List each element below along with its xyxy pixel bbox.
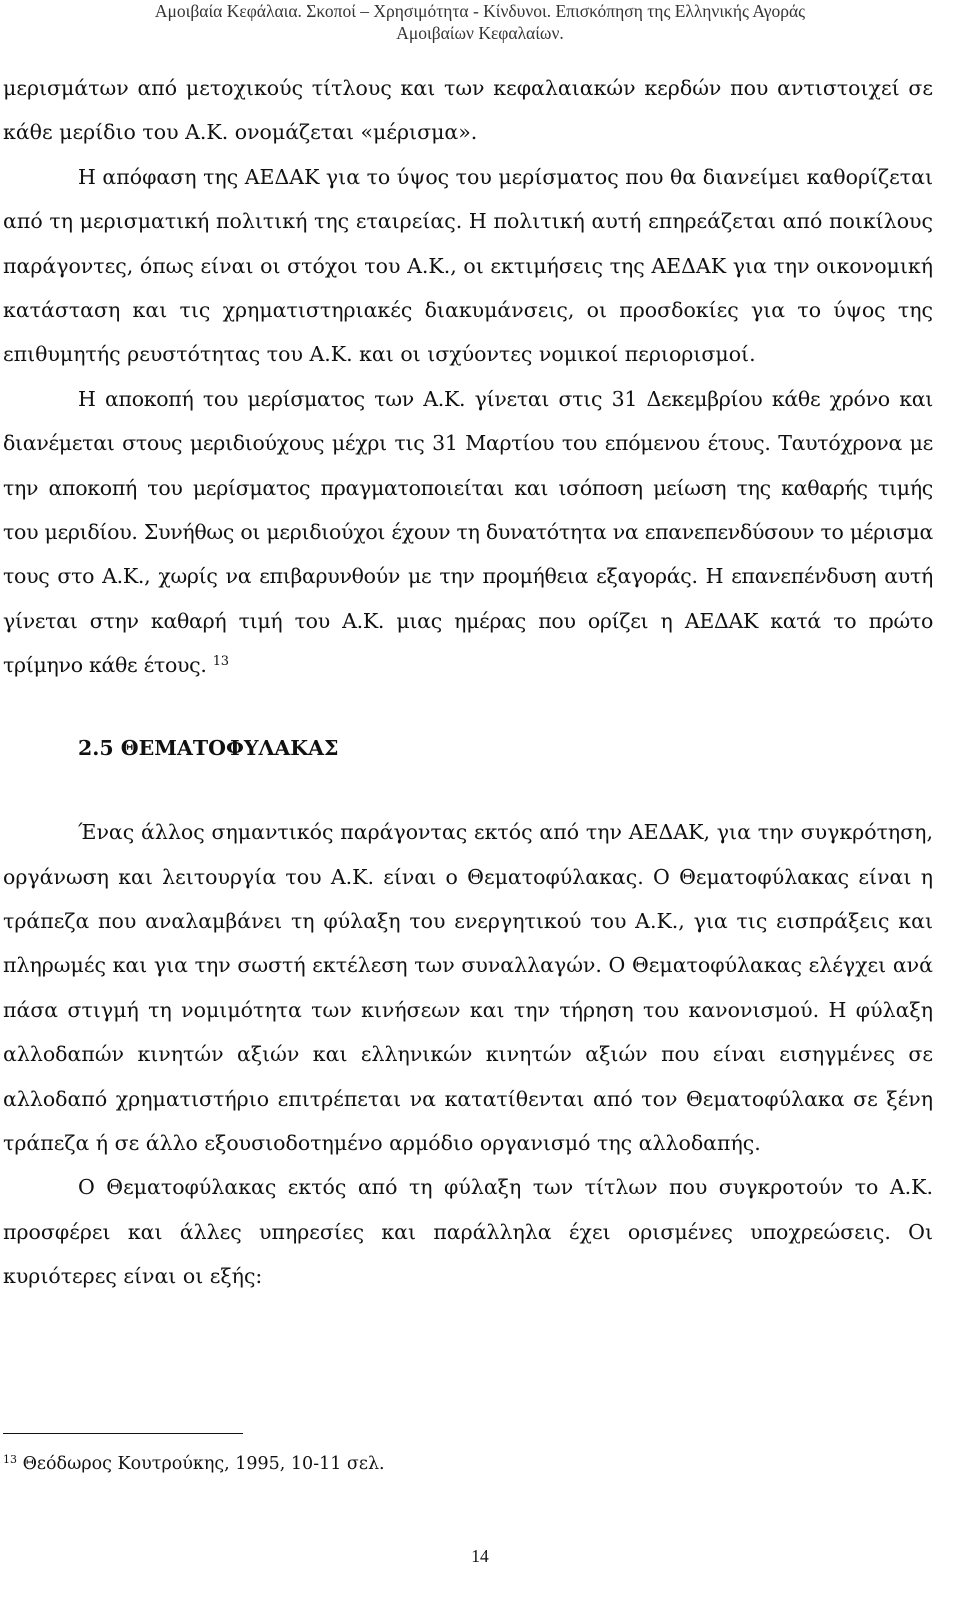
page-number: 14 (471, 1546, 489, 1566)
footnote-reference: 13 (212, 654, 229, 670)
footnote (3, 1452, 903, 1476)
paragraph-dividend-cutoff (3, 377, 933, 688)
paragraph-dividend-policy: Η απόφαση της ΑΕΔΑΚ για το ύψος του μερίσματος που θα διανείμει καθορίζεται από τη μερισματική πολιτική της εταιρείας. Η πολιτική αυτή επηρεάζεται από ποικίλους παράγοντες, όπως είναι οι στόχοι του Α.Κ., οι εκτιμήσεις της ΑΕΔΑΚ για την οικονομική κατάσταση και τις χρηματιστηριακές διακυμάνσεις, οι προσδοκίες για το ύψος της επιθυμητής ρευστότητας του Α.Κ. και οι ισχύοντες νομικοί περιορισμοί. (3, 164, 933, 367)
footnote-number: 13 (3, 1453, 17, 1466)
section-heading: 2.5 ΘΕΜΑΤΟΦΥΛΑΚΑΣ (78, 735, 339, 760)
paragraph-dividend-definition: μερισμάτων από μετοχικούς τίτλους και των κεφαλαιακών κερδών που αντιστοιχεί σε κάθε μερίδιο του Α.Κ. ονομάζεται «μέρισμα». (3, 76, 933, 145)
running-header-line-1: Αμοιβαία Κεφάλαια. Σκοποί – Χρησιμότητα - Κίνδυνοι. Επισκόπηση της Ελληνικής Αγοράς (154, 1, 806, 21)
footnote-text: Θεόδωρος Κουτρούκης, 1995, 10-11 σελ. (22, 1454, 385, 1474)
paragraph-dividend-cutoff-text: Η αποκοπή του μερίσματος των Α.Κ. γίνεται στις 31 Δεκεμβρίου κάθε χρόνο και διανέμεται στους μεριδιούχους μέχρι τις 31 Μαρτίου του επόμενου έτους. Ταυτόχρονα με την αποκοπή του μερίσματος πραγματοποιείται και ισόποση μείωση της καθαρής τιμής του μεριδίου. Συνήθως οι μεριδιούχοι έχουν τη δυνατότητα να επανεπενδύσουν το μέρισμα τους στο Α.Κ., χωρίς να επιβαρυνθούν με την προμήθεια εξαγοράς. Η επανεπένδυση αυτή γίνεται στην καθαρή τιμή του Α.Κ. μιας ημέρας που ορίζει η ΑΕΔΑΚ κατά το πρώτο τρίμηνο κάθε έτους. (3, 386, 933, 678)
footnote-divider (3, 1433, 243, 1434)
running-header (0, 0, 960, 44)
page-body (3, 66, 933, 1299)
paragraph-custodian-services: Ο Θεματοφύλακας εκτός από τη φύλαξη των τίτλων που συγκροτούν το Α.Κ. προσφέρει και άλλες υπηρεσίες και παράλληλα έχει ορισμένες υποχρεώσεις. Οι κυριότερες είναι οι εξής: (3, 1175, 933, 1289)
running-header-line-2: Αμοιβαίων Κεφαλαίων. (396, 23, 564, 43)
paragraph-custodian-role: Ένας άλλος σημαντικός παράγοντας εκτός από την ΑΕΔΑΚ, για την συγκρότηση, οργάνωση και λειτουργία του Α.Κ. είναι ο Θεματοφύλακας. Ο Θεματοφύλακας είναι η τράπεζα που αναλαμβάνει τη φύλαξη του ενεργητικού του Α.Κ., για τις εισπράξεις και πληρωμές και για την σωστή εκτέλεση των συναλλαγών. Ο Θεματοφύλακας ελέγχει ανά πάσα στιγμή τη νομιμότητα των κινήσεων και την τήρηση του κανονισμού. Η φύλαξη αλλοδαπών κινητών αξιών και ελληνικών κινητών αξιών που είναι εισηγμένες σε αλλοδαπό χρηματιστήριο επιτρέπεται να κατατίθενται από τον Θεματοφύλακα σε ξένη τράπεζα ή σε άλλο εξουσιοδοτημένο αρμόδιο οργανισμό της αλλοδαπής. (3, 820, 933, 1155)
spacer (3, 770, 933, 810)
spacer (3, 688, 933, 726)
